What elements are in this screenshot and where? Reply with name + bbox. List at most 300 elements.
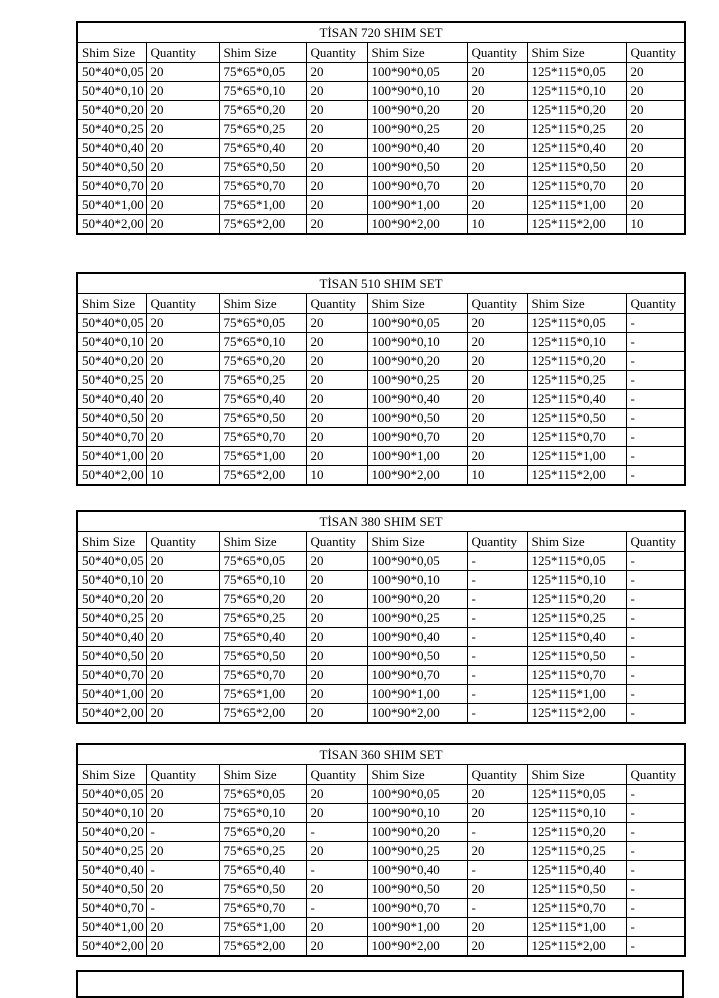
table-row bbox=[77, 447, 685, 466]
quantity-cell: - bbox=[146, 861, 219, 880]
shim-size-cell: 50*40*2,00 bbox=[77, 215, 146, 235]
shim-size-cell: 50*40*0,05 bbox=[77, 785, 146, 804]
quantity-cell: 20 bbox=[146, 571, 219, 590]
table-row bbox=[77, 785, 685, 804]
column-header: Shim Size bbox=[367, 532, 467, 552]
shim-size-cell: 50*40*0,70 bbox=[77, 899, 146, 918]
quantity-cell: - bbox=[467, 899, 527, 918]
shim-size-cell: 50*40*0,70 bbox=[77, 428, 146, 447]
quantity-cell: 20 bbox=[146, 590, 219, 609]
shim-size-cell: 100*90*1,00 bbox=[367, 918, 467, 937]
quantity-cell: - bbox=[626, 804, 685, 823]
title-row bbox=[77, 22, 685, 43]
quantity-cell: 20 bbox=[467, 139, 527, 158]
quantity-cell: 20 bbox=[626, 82, 685, 101]
quantity-cell: 20 bbox=[467, 842, 527, 861]
quantity-cell: 20 bbox=[306, 371, 367, 390]
quantity-cell: 20 bbox=[467, 804, 527, 823]
shim-size-cell: 75*65*0,20 bbox=[219, 101, 306, 120]
shim-size-cell: 100*90*0,40 bbox=[367, 139, 467, 158]
column-header: Quantity bbox=[467, 43, 527, 63]
shim-size-cell: 125*115*0,40 bbox=[527, 861, 626, 880]
quantity-cell: 20 bbox=[146, 101, 219, 120]
shim-size-cell: 50*40*0,50 bbox=[77, 647, 146, 666]
table-row bbox=[77, 177, 685, 196]
table-row bbox=[77, 333, 685, 352]
table-row bbox=[77, 823, 685, 842]
shim-size-cell: 50*40*2,00 bbox=[77, 704, 146, 724]
shim-size-cell: 75*65*0,50 bbox=[219, 409, 306, 428]
quantity-cell: 20 bbox=[146, 158, 219, 177]
quantity-cell: 20 bbox=[146, 647, 219, 666]
quantity-cell: - bbox=[626, 880, 685, 899]
column-header: Shim Size bbox=[77, 294, 146, 314]
column-header: Quantity bbox=[306, 765, 367, 785]
column-header: Shim Size bbox=[77, 43, 146, 63]
quantity-cell: 20 bbox=[467, 785, 527, 804]
quantity-cell: 20 bbox=[467, 63, 527, 82]
shim-set-table-360 bbox=[76, 743, 686, 957]
quantity-cell: 20 bbox=[146, 314, 219, 333]
quantity-cell: 20 bbox=[467, 390, 527, 409]
quantity-cell: 20 bbox=[467, 82, 527, 101]
quantity-cell: 10 bbox=[626, 215, 685, 235]
shim-size-cell: 75*65*0,05 bbox=[219, 552, 306, 571]
quantity-cell: 20 bbox=[467, 196, 527, 215]
quantity-cell: 20 bbox=[306, 647, 367, 666]
quantity-cell: - bbox=[146, 823, 219, 842]
quantity-cell: 20 bbox=[626, 196, 685, 215]
quantity-cell: - bbox=[467, 666, 527, 685]
shim-size-cell: 75*65*2,00 bbox=[219, 466, 306, 486]
title-row bbox=[77, 511, 685, 532]
quantity-cell: - bbox=[626, 899, 685, 918]
quantity-cell: 20 bbox=[146, 842, 219, 861]
quantity-cell: - bbox=[626, 390, 685, 409]
shim-size-cell: 75*65*1,00 bbox=[219, 685, 306, 704]
shim-size-cell: 125*115*0,25 bbox=[527, 120, 626, 139]
shim-size-cell: 100*90*0,20 bbox=[367, 352, 467, 371]
quantity-cell: 20 bbox=[146, 918, 219, 937]
shim-size-cell: 125*115*2,00 bbox=[527, 466, 626, 486]
quantity-cell: 20 bbox=[306, 82, 367, 101]
quantity-cell: 20 bbox=[146, 804, 219, 823]
shim-size-cell: 75*65*0,10 bbox=[219, 333, 306, 352]
shim-size-cell: 100*90*1,00 bbox=[367, 685, 467, 704]
quantity-cell: 20 bbox=[467, 880, 527, 899]
quantity-cell: 20 bbox=[306, 215, 367, 235]
quantity-cell: - bbox=[467, 552, 527, 571]
shim-size-cell: 100*90*0,50 bbox=[367, 647, 467, 666]
column-header: Shim Size bbox=[527, 532, 626, 552]
quantity-cell: - bbox=[467, 704, 527, 724]
shim-size-cell: 75*65*0,70 bbox=[219, 666, 306, 685]
shim-size-cell: 75*65*0,20 bbox=[219, 352, 306, 371]
quantity-cell: - bbox=[626, 861, 685, 880]
header-row bbox=[77, 294, 685, 314]
quantity-cell: - bbox=[467, 823, 527, 842]
quantity-cell: 20 bbox=[306, 704, 367, 724]
shim-size-cell: 125*115*0,50 bbox=[527, 409, 626, 428]
shim-size-cell: 100*90*0,40 bbox=[367, 390, 467, 409]
shim-size-cell: 100*90*0,25 bbox=[367, 842, 467, 861]
shim-size-cell: 125*115*0,05 bbox=[527, 314, 626, 333]
shim-size-cell: 75*65*0,70 bbox=[219, 899, 306, 918]
quantity-cell: 20 bbox=[306, 101, 367, 120]
shim-size-cell: 75*65*0,10 bbox=[219, 82, 306, 101]
quantity-cell: 20 bbox=[306, 120, 367, 139]
header-row bbox=[77, 532, 685, 552]
quantity-cell: 20 bbox=[626, 158, 685, 177]
quantity-cell: 20 bbox=[306, 428, 367, 447]
shim-size-cell: 75*65*0,05 bbox=[219, 63, 306, 82]
quantity-cell: 20 bbox=[467, 177, 527, 196]
table-row bbox=[77, 647, 685, 666]
shim-size-cell: 125*115*0,50 bbox=[527, 880, 626, 899]
shim-size-cell: 125*115*0,20 bbox=[527, 101, 626, 120]
shim-set-table-720 bbox=[76, 21, 686, 235]
quantity-cell: 20 bbox=[146, 139, 219, 158]
column-header: Quantity bbox=[626, 532, 685, 552]
table-title: TİSAN 360 SHIM SET bbox=[77, 744, 685, 765]
title-row bbox=[77, 744, 685, 765]
shim-size-cell: 125*115*2,00 bbox=[527, 704, 626, 724]
quantity-cell: - bbox=[467, 609, 527, 628]
column-header: Shim Size bbox=[77, 765, 146, 785]
quantity-cell: 20 bbox=[306, 139, 367, 158]
quantity-cell: 20 bbox=[146, 685, 219, 704]
shim-size-cell: 125*115*0,40 bbox=[527, 628, 626, 647]
table-row bbox=[77, 609, 685, 628]
shim-size-cell: 100*90*0,05 bbox=[367, 785, 467, 804]
quantity-cell: 20 bbox=[467, 120, 527, 139]
quantity-cell: 20 bbox=[146, 120, 219, 139]
quantity-cell: 20 bbox=[306, 804, 367, 823]
quantity-cell: 20 bbox=[306, 314, 367, 333]
quantity-cell: - bbox=[467, 590, 527, 609]
column-header: Quantity bbox=[626, 294, 685, 314]
shim-size-cell: 75*65*0,50 bbox=[219, 647, 306, 666]
quantity-cell: 20 bbox=[146, 333, 219, 352]
shim-size-cell: 125*115*1,00 bbox=[527, 918, 626, 937]
table-row bbox=[77, 120, 685, 139]
quantity-cell: - bbox=[626, 785, 685, 804]
shim-size-cell: 125*115*0,05 bbox=[527, 785, 626, 804]
column-header: Shim Size bbox=[219, 43, 306, 63]
quantity-cell: 20 bbox=[626, 101, 685, 120]
shim-size-cell: 50*40*1,00 bbox=[77, 196, 146, 215]
shim-size-cell: 100*90*0,50 bbox=[367, 880, 467, 899]
shim-size-cell: 100*90*0,05 bbox=[367, 314, 467, 333]
quantity-cell: 20 bbox=[146, 628, 219, 647]
shim-size-cell: 125*115*0,40 bbox=[527, 390, 626, 409]
shim-size-cell: 125*115*0,05 bbox=[527, 552, 626, 571]
quantity-cell: - bbox=[626, 647, 685, 666]
shim-size-cell: 75*65*0,25 bbox=[219, 120, 306, 139]
shim-size-cell: 125*115*0,05 bbox=[527, 63, 626, 82]
column-header: Quantity bbox=[146, 765, 219, 785]
header-row bbox=[77, 765, 685, 785]
shim-size-cell: 100*90*0,50 bbox=[367, 158, 467, 177]
quantity-cell: 20 bbox=[306, 409, 367, 428]
shim-size-cell: 75*65*0,40 bbox=[219, 139, 306, 158]
shim-size-cell: 75*65*1,00 bbox=[219, 196, 306, 215]
quantity-cell: 20 bbox=[626, 120, 685, 139]
quantity-cell: 20 bbox=[306, 666, 367, 685]
quantity-cell: 20 bbox=[306, 390, 367, 409]
quantity-cell: - bbox=[467, 685, 527, 704]
shim-size-cell: 50*40*0,25 bbox=[77, 609, 146, 628]
shim-size-cell: 50*40*0,70 bbox=[77, 177, 146, 196]
column-header: Quantity bbox=[146, 294, 219, 314]
quantity-cell: 20 bbox=[306, 177, 367, 196]
table-row bbox=[77, 842, 685, 861]
shim-size-cell: 100*90*2,00 bbox=[367, 937, 467, 957]
shim-size-cell: 100*90*0,10 bbox=[367, 333, 467, 352]
shim-size-cell: 50*40*0,40 bbox=[77, 139, 146, 158]
shim-size-cell: 50*40*0,05 bbox=[77, 552, 146, 571]
shim-size-cell: 75*65*0,70 bbox=[219, 428, 306, 447]
quantity-cell: 20 bbox=[146, 409, 219, 428]
column-header: Shim Size bbox=[219, 765, 306, 785]
quantity-cell: - bbox=[626, 352, 685, 371]
quantity-cell: - bbox=[146, 899, 219, 918]
shim-size-cell: 50*40*0,50 bbox=[77, 158, 146, 177]
shim-size-cell: 50*40*0,10 bbox=[77, 82, 146, 101]
shim-size-cell: 50*40*0,20 bbox=[77, 101, 146, 120]
quantity-cell: 20 bbox=[306, 352, 367, 371]
quantity-cell: 20 bbox=[467, 314, 527, 333]
shim-size-cell: 125*115*0,10 bbox=[527, 333, 626, 352]
quantity-cell: - bbox=[626, 666, 685, 685]
partial-next-table-top bbox=[76, 970, 684, 998]
shim-size-cell: 125*115*0,25 bbox=[527, 842, 626, 861]
quantity-cell: - bbox=[626, 466, 685, 486]
table-row bbox=[77, 158, 685, 177]
quantity-cell: - bbox=[626, 842, 685, 861]
column-header: Shim Size bbox=[527, 43, 626, 63]
shim-size-cell: 75*65*2,00 bbox=[219, 937, 306, 957]
shim-size-cell: 75*65*0,40 bbox=[219, 390, 306, 409]
shim-set-table-510 bbox=[76, 272, 686, 486]
quantity-cell: - bbox=[467, 861, 527, 880]
column-header: Shim Size bbox=[219, 532, 306, 552]
quantity-cell: - bbox=[626, 590, 685, 609]
quantity-cell: - bbox=[626, 937, 685, 957]
quantity-cell: 20 bbox=[146, 880, 219, 899]
column-header: Quantity bbox=[146, 43, 219, 63]
column-header: Shim Size bbox=[367, 765, 467, 785]
shim-size-cell: 75*65*0,20 bbox=[219, 590, 306, 609]
shim-size-cell: 100*90*0,20 bbox=[367, 590, 467, 609]
shim-size-cell: 50*40*0,20 bbox=[77, 590, 146, 609]
shim-size-cell: 50*40*0,10 bbox=[77, 571, 146, 590]
quantity-cell: 20 bbox=[467, 937, 527, 957]
quantity-cell: - bbox=[626, 371, 685, 390]
shim-size-cell: 100*90*1,00 bbox=[367, 447, 467, 466]
column-header: Quantity bbox=[467, 765, 527, 785]
table-row bbox=[77, 918, 685, 937]
quantity-cell: 20 bbox=[146, 63, 219, 82]
shim-size-cell: 125*115*0,70 bbox=[527, 428, 626, 447]
column-header: Quantity bbox=[626, 43, 685, 63]
shim-size-cell: 50*40*0,40 bbox=[77, 390, 146, 409]
shim-size-cell: 100*90*0,70 bbox=[367, 428, 467, 447]
column-header: Quantity bbox=[467, 532, 527, 552]
shim-size-cell: 125*115*0,10 bbox=[527, 82, 626, 101]
table-row bbox=[77, 466, 685, 486]
shim-size-cell: 75*65*0,20 bbox=[219, 823, 306, 842]
quantity-cell: - bbox=[626, 704, 685, 724]
table-row bbox=[77, 101, 685, 120]
shim-size-cell: 125*115*0,20 bbox=[527, 590, 626, 609]
column-header: Quantity bbox=[306, 43, 367, 63]
table-body bbox=[77, 314, 685, 486]
quantity-cell: 20 bbox=[467, 447, 527, 466]
table-row bbox=[77, 390, 685, 409]
quantity-cell: 20 bbox=[306, 196, 367, 215]
quantity-cell: - bbox=[626, 409, 685, 428]
quantity-cell: 20 bbox=[306, 447, 367, 466]
quantity-cell: 20 bbox=[467, 409, 527, 428]
quantity-cell: 20 bbox=[306, 937, 367, 957]
table-row bbox=[77, 371, 685, 390]
shim-set-table-380 bbox=[76, 510, 686, 724]
title-row bbox=[77, 273, 685, 294]
column-header: Shim Size bbox=[527, 765, 626, 785]
column-header: Shim Size bbox=[219, 294, 306, 314]
quantity-cell: 20 bbox=[467, 158, 527, 177]
shim-size-cell: 100*90*0,20 bbox=[367, 823, 467, 842]
shim-size-cell: 125*115*0,25 bbox=[527, 609, 626, 628]
shim-size-cell: 125*115*0,70 bbox=[527, 899, 626, 918]
table-body bbox=[77, 785, 685, 957]
column-header: Shim Size bbox=[367, 43, 467, 63]
shim-size-cell: 50*40*0,05 bbox=[77, 63, 146, 82]
quantity-cell: - bbox=[626, 571, 685, 590]
shim-size-cell: 100*90*0,10 bbox=[367, 571, 467, 590]
quantity-cell: 20 bbox=[146, 704, 219, 724]
shim-size-cell: 75*65*0,50 bbox=[219, 158, 306, 177]
shim-size-cell: 125*115*2,00 bbox=[527, 215, 626, 235]
shim-size-cell: 125*115*0,20 bbox=[527, 352, 626, 371]
shim-size-cell: 125*115*1,00 bbox=[527, 196, 626, 215]
quantity-cell: 20 bbox=[146, 447, 219, 466]
shim-size-cell: 125*115*2,00 bbox=[527, 937, 626, 957]
shim-size-cell: 50*40*2,00 bbox=[77, 466, 146, 486]
column-header: Quantity bbox=[467, 294, 527, 314]
shim-size-cell: 100*90*0,70 bbox=[367, 666, 467, 685]
shim-size-cell: 50*40*0,50 bbox=[77, 880, 146, 899]
shim-size-cell: 50*40*0,25 bbox=[77, 842, 146, 861]
shim-size-cell: 100*90*0,20 bbox=[367, 101, 467, 120]
quantity-cell: 20 bbox=[146, 390, 219, 409]
column-header: Shim Size bbox=[77, 532, 146, 552]
table-row bbox=[77, 352, 685, 371]
shim-size-cell: 75*65*0,25 bbox=[219, 609, 306, 628]
quantity-cell: 20 bbox=[467, 352, 527, 371]
shim-size-cell: 75*65*0,05 bbox=[219, 785, 306, 804]
shim-size-cell: 125*115*0,40 bbox=[527, 139, 626, 158]
shim-size-cell: 75*65*1,00 bbox=[219, 447, 306, 466]
column-header: Quantity bbox=[626, 765, 685, 785]
table-body bbox=[77, 63, 685, 235]
shim-size-cell: 125*115*0,70 bbox=[527, 177, 626, 196]
quantity-cell: 20 bbox=[467, 428, 527, 447]
quantity-cell: 20 bbox=[146, 82, 219, 101]
quantity-cell: - bbox=[626, 428, 685, 447]
quantity-cell: 20 bbox=[467, 333, 527, 352]
quantity-cell: 20 bbox=[306, 842, 367, 861]
quantity-cell: 10 bbox=[467, 215, 527, 235]
quantity-cell: 20 bbox=[146, 552, 219, 571]
table-row bbox=[77, 804, 685, 823]
quantity-cell: - bbox=[306, 899, 367, 918]
shim-size-cell: 125*115*0,20 bbox=[527, 823, 626, 842]
shim-size-cell: 100*90*0,50 bbox=[367, 409, 467, 428]
quantity-cell: - bbox=[626, 333, 685, 352]
table-row bbox=[77, 314, 685, 333]
table-body bbox=[77, 552, 685, 724]
table-row bbox=[77, 409, 685, 428]
quantity-cell: 20 bbox=[306, 785, 367, 804]
shim-size-cell: 100*90*0,25 bbox=[367, 609, 467, 628]
shim-size-cell: 100*90*0,05 bbox=[367, 63, 467, 82]
shim-size-cell: 50*40*1,00 bbox=[77, 685, 146, 704]
quantity-cell: - bbox=[306, 823, 367, 842]
quantity-cell: - bbox=[626, 628, 685, 647]
quantity-cell: 20 bbox=[146, 352, 219, 371]
shim-size-cell: 125*115*1,00 bbox=[527, 447, 626, 466]
quantity-cell: 20 bbox=[626, 177, 685, 196]
quantity-cell: 20 bbox=[306, 918, 367, 937]
shim-size-cell: 50*40*0,25 bbox=[77, 371, 146, 390]
shim-size-cell: 100*90*2,00 bbox=[367, 215, 467, 235]
shim-size-cell: 75*65*2,00 bbox=[219, 215, 306, 235]
table-row bbox=[77, 590, 685, 609]
shim-size-cell: 75*65*0,10 bbox=[219, 571, 306, 590]
quantity-cell: 20 bbox=[146, 609, 219, 628]
quantity-cell: 20 bbox=[146, 177, 219, 196]
quantity-cell: - bbox=[626, 823, 685, 842]
shim-size-cell: 100*90*0,70 bbox=[367, 177, 467, 196]
column-header: Shim Size bbox=[367, 294, 467, 314]
quantity-cell: - bbox=[626, 552, 685, 571]
shim-size-cell: 75*65*2,00 bbox=[219, 704, 306, 724]
shim-size-cell: 75*65*0,10 bbox=[219, 804, 306, 823]
shim-size-cell: 125*115*0,50 bbox=[527, 158, 626, 177]
shim-size-cell: 50*40*0,50 bbox=[77, 409, 146, 428]
shim-size-cell: 50*40*0,10 bbox=[77, 333, 146, 352]
column-header: Shim Size bbox=[527, 294, 626, 314]
shim-size-cell: 100*90*0,40 bbox=[367, 628, 467, 647]
table-row bbox=[77, 196, 685, 215]
shim-size-cell: 50*40*1,00 bbox=[77, 447, 146, 466]
quantity-cell: 10 bbox=[306, 466, 367, 486]
shim-size-cell: 50*40*0,40 bbox=[77, 861, 146, 880]
quantity-cell: 20 bbox=[467, 918, 527, 937]
quantity-cell: 20 bbox=[146, 371, 219, 390]
shim-size-cell: 125*115*0,10 bbox=[527, 571, 626, 590]
shim-size-cell: 50*40*0,10 bbox=[77, 804, 146, 823]
table-row bbox=[77, 628, 685, 647]
table-row bbox=[77, 685, 685, 704]
shim-size-cell: 75*65*1,00 bbox=[219, 918, 306, 937]
quantity-cell: 10 bbox=[467, 466, 527, 486]
quantity-cell: 20 bbox=[306, 880, 367, 899]
shim-size-cell: 50*40*2,00 bbox=[77, 937, 146, 957]
shim-size-cell: 75*65*0,40 bbox=[219, 861, 306, 880]
